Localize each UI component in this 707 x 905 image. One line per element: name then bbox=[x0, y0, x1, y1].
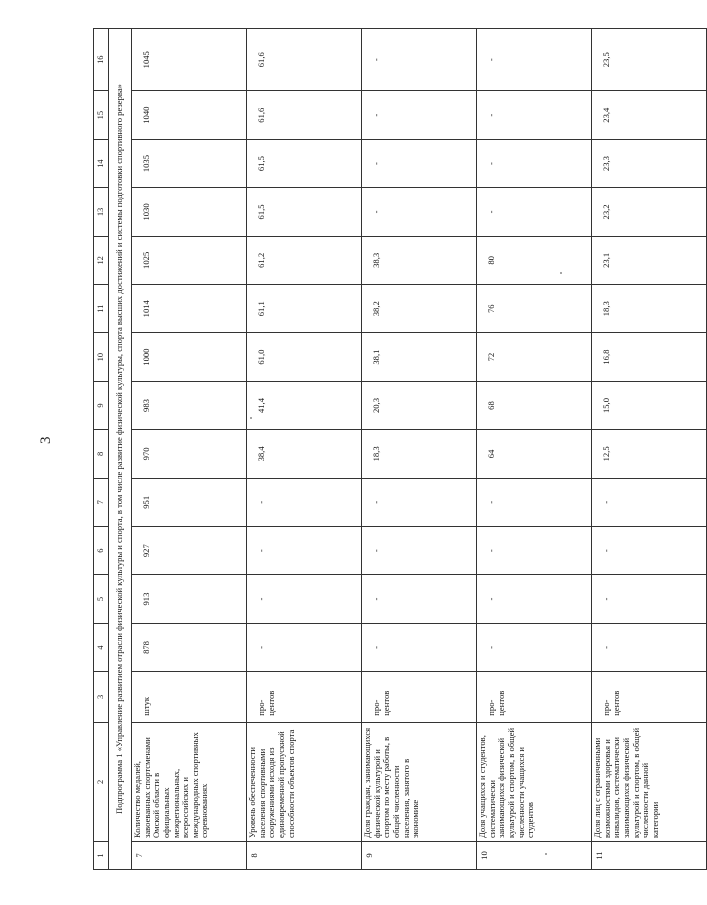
scan-speck bbox=[250, 417, 252, 419]
indicator-value: - bbox=[477, 623, 592, 671]
indicator-name: Количество медалей, завоеванных спортсменами Омской области в официальных межрегиональных, всероссийских и международных спортивных соревнованиях bbox=[132, 722, 247, 841]
indicator-value: 15,0 bbox=[592, 381, 707, 429]
row-number: 8 bbox=[247, 842, 362, 870]
indicator-value: 927 bbox=[132, 526, 247, 574]
indicator-value: - bbox=[247, 575, 362, 623]
indicator-value: 80 bbox=[477, 236, 592, 284]
column-number: 4 bbox=[94, 623, 109, 671]
indicator-value: 18,3 bbox=[592, 285, 707, 333]
indicator-value: 878 bbox=[132, 623, 247, 671]
indicator-value: 23,5 bbox=[592, 29, 707, 91]
indicator-value: - bbox=[362, 139, 477, 187]
column-number: 16 bbox=[94, 29, 109, 91]
indicator-value: 1035 bbox=[132, 139, 247, 187]
indicator-value: 1045 bbox=[132, 29, 247, 91]
column-number-header-row bbox=[94, 29, 109, 870]
column-number: 11 bbox=[94, 285, 109, 333]
indicator-value: 1000 bbox=[132, 333, 247, 381]
row-number: 7 bbox=[132, 842, 247, 870]
table-row bbox=[362, 29, 477, 870]
indicator-value: 38,1 bbox=[362, 333, 477, 381]
unit-of-measure: штук bbox=[132, 672, 247, 723]
indicator-value: 68 bbox=[477, 381, 592, 429]
column-number: 6 bbox=[94, 526, 109, 574]
indicator-value: - bbox=[592, 623, 707, 671]
indicator-value: - bbox=[247, 526, 362, 574]
indicator-value: 23,2 bbox=[592, 188, 707, 236]
indicator-name: Доля лиц с ограниченными возможностями здоровья и инвалидов, систематически занимающихся физической культурой и спортом, в общей численности данной категории bbox=[592, 722, 707, 841]
scan-speck bbox=[560, 272, 562, 274]
indicator-value: 983 bbox=[132, 381, 247, 429]
subprogram-title: Подпрограмма 1 «Управление развитием отрасли физической культуры и спорта, в том числе развитие физической культуры, спорта высших достижений и системы подготовки спортивного резерва» bbox=[109, 29, 132, 870]
column-number: 3 bbox=[94, 672, 109, 723]
indicator-value: 16,8 bbox=[592, 333, 707, 381]
page-number: 3 bbox=[38, 436, 54, 444]
indicator-value: 12,5 bbox=[592, 430, 707, 478]
indicator-value: - bbox=[362, 526, 477, 574]
indicator-value: 76 bbox=[477, 285, 592, 333]
indicator-value: 23,3 bbox=[592, 139, 707, 187]
indicator-value: 41,4 bbox=[247, 381, 362, 429]
indicator-value: 61,5 bbox=[247, 188, 362, 236]
indicator-value: - bbox=[592, 526, 707, 574]
indicator-value: 61,5 bbox=[247, 139, 362, 187]
column-number: 12 bbox=[94, 236, 109, 284]
indicator-value: 1040 bbox=[132, 91, 247, 139]
indicator-value: 64 bbox=[477, 430, 592, 478]
column-number: 13 bbox=[94, 188, 109, 236]
indicator-value: - bbox=[247, 478, 362, 526]
indicator-value: 61,2 bbox=[247, 236, 362, 284]
indicator-value: - bbox=[477, 29, 592, 91]
indicator-value: 1025 bbox=[132, 236, 247, 284]
column-number: 5 bbox=[94, 575, 109, 623]
indicator-value: - bbox=[362, 188, 477, 236]
column-number: 2 bbox=[94, 722, 109, 841]
subprogram-row bbox=[109, 29, 132, 870]
indicator-value: - bbox=[477, 575, 592, 623]
row-number: 9 bbox=[362, 842, 477, 870]
indicator-value: 61,6 bbox=[247, 91, 362, 139]
indicator-value: 970 bbox=[132, 430, 247, 478]
indicator-value: 1030 bbox=[132, 188, 247, 236]
column-number: 14 bbox=[94, 139, 109, 187]
indicator-value: - bbox=[362, 91, 477, 139]
indicator-value: 38,4 bbox=[247, 430, 362, 478]
indicator-value: 72 bbox=[477, 333, 592, 381]
indicator-value: 913 bbox=[132, 575, 247, 623]
unit-of-measure: про-центов bbox=[592, 672, 707, 723]
indicator-value: - bbox=[362, 29, 477, 91]
indicator-value: 38,2 bbox=[362, 285, 477, 333]
table-row bbox=[592, 29, 707, 870]
column-number: 15 bbox=[94, 91, 109, 139]
indicator-value: - bbox=[592, 478, 707, 526]
indicator-value: - bbox=[362, 575, 477, 623]
column-number: 9 bbox=[94, 381, 109, 429]
table-row bbox=[477, 29, 592, 870]
indicator-value: 61,6 bbox=[247, 29, 362, 91]
unit-of-measure: про-центов bbox=[477, 672, 592, 723]
indicator-value: 23,1 bbox=[592, 236, 707, 284]
row-number: 10 bbox=[477, 842, 592, 870]
table-row bbox=[132, 29, 247, 870]
indicator-value: 951 bbox=[132, 478, 247, 526]
indicator-value: 61,0 bbox=[247, 333, 362, 381]
column-number: 1 bbox=[94, 842, 109, 870]
rotated-table-container bbox=[93, 28, 660, 870]
indicator-value: - bbox=[362, 478, 477, 526]
column-number: 10 bbox=[94, 333, 109, 381]
indicator-value: 20,3 bbox=[362, 381, 477, 429]
indicator-value: - bbox=[477, 91, 592, 139]
indicators-table bbox=[93, 28, 707, 870]
indicator-name: Доля граждан, занимающихся физической культурой и спортом по месту работы, в общей численности населения, занятого в экономике bbox=[362, 722, 477, 841]
indicator-value: 1014 bbox=[132, 285, 247, 333]
indicator-value: 38,3 bbox=[362, 236, 477, 284]
row-number: 11 bbox=[592, 842, 707, 870]
indicator-name: Уровень обеспеченности населения спортивными сооружениями исходя из единовременной пропускной способности объектов спорта bbox=[247, 722, 362, 841]
indicator-value: - bbox=[477, 139, 592, 187]
indicator-value: 23,4 bbox=[592, 91, 707, 139]
indicator-value: 61,1 bbox=[247, 285, 362, 333]
indicator-value: - bbox=[477, 526, 592, 574]
column-number: 7 bbox=[94, 478, 109, 526]
indicator-value: - bbox=[247, 623, 362, 671]
unit-of-measure: про-центов bbox=[362, 672, 477, 723]
indicator-value: - bbox=[592, 575, 707, 623]
column-number: 8 bbox=[94, 430, 109, 478]
scan-speck bbox=[545, 853, 547, 855]
unit-of-measure: про-центов bbox=[247, 672, 362, 723]
indicator-value: - bbox=[362, 623, 477, 671]
indicator-value: - bbox=[477, 478, 592, 526]
indicator-value: - bbox=[477, 188, 592, 236]
indicator-value: 18,3 bbox=[362, 430, 477, 478]
table-row bbox=[247, 29, 362, 870]
indicator-name: Доля учащихся и студентов, систематически занимающихся физической культурой и спортом, в общей численности учащихся и студентов bbox=[477, 722, 592, 841]
